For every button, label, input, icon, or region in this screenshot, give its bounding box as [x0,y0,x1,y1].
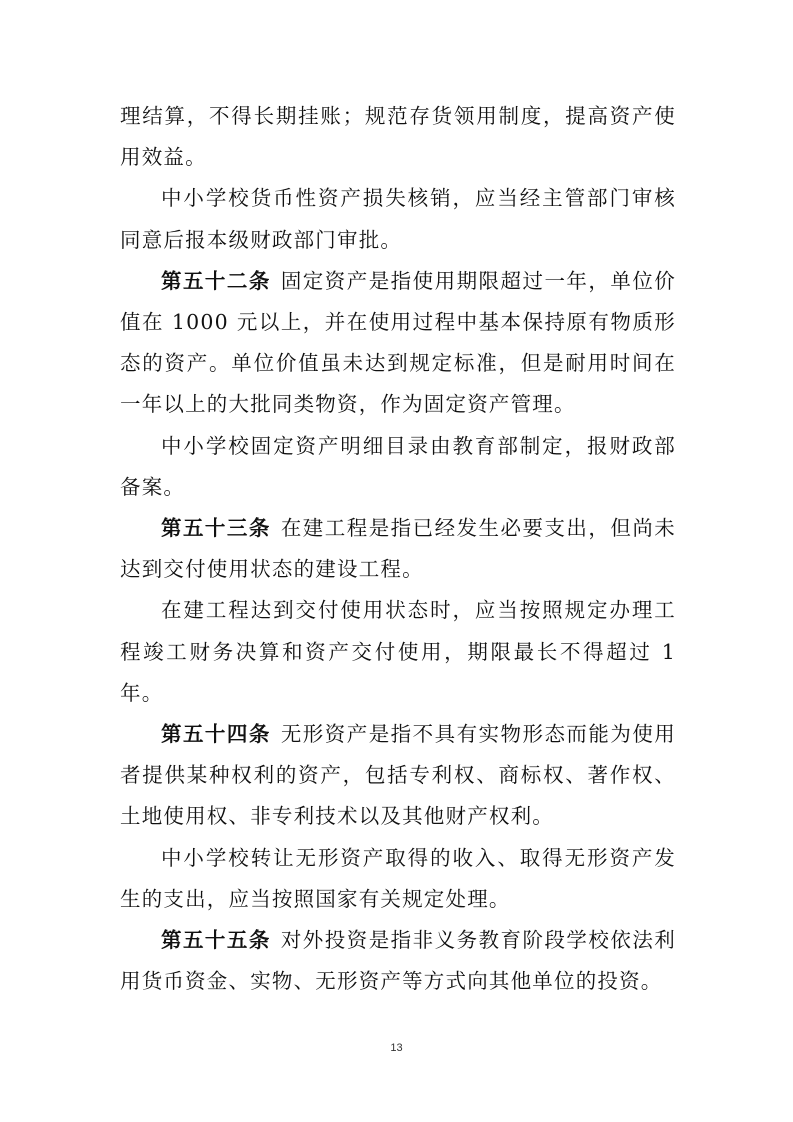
article-number: 第五十五条 [161,928,271,953]
article-53 [120,508,676,590]
paragraph [120,178,676,260]
article-52 [120,261,676,426]
article-55 [120,920,676,1002]
paragraph-text: 无形资产是指不具有实物形态而能为使用者提供某种权利的资产，包括专利权、商标权、著作权、土地使用权、非专利技术以及其他财产权利。 [120,722,676,829]
paragraph-text: 在建工程达到交付使用状态时，应当按照规定办理工程竣工财务决算和资产交付使用，期限最长不得超过 1 年。 [120,598,676,705]
page-number: 13 [390,1042,403,1054]
paragraph-text: 理结算，不得长期挂账；规范存货领用制度，提高资产使用效益。 [120,104,676,170]
paragraph-text: 中小学校固定资产明细目录由教育部制定，报财政部备案。 [120,433,676,499]
paragraph-text: 中小学校转让无形资产取得的收入、取得无形资产发生的支出，应当按照国家有关规定处理。 [120,845,676,911]
document-body [120,96,676,1002]
paragraph-continuation [120,96,676,178]
paragraph-text: 中小学校货币性资产损失核销，应当经主管部门审核同意后报本级财政部门审批。 [120,186,676,252]
article-number: 第五十二条 [161,268,271,293]
paragraph [120,426,676,508]
paragraph-text: 对外投资是指非义务教育阶段学校依法利用货币资金、实物、无形资产等方式向其他单位的投资。 [120,928,676,994]
paragraph-text: 固定资产是指使用期限超过一年，单位价值在 1000 元以上，并在使用过程中基本保持原有物质形态的资产。单位价值虽未达到规定标准，但是耐用时间在一年以上的大批同类物资，作为固定资产管理。 [120,268,676,417]
article-number: 第五十三条 [161,516,271,541]
paragraph [120,838,676,920]
article-54 [120,714,676,838]
article-number: 第五十四条 [161,722,271,747]
paragraph-text: 在建工程是指已经发生必要支出，但尚未达到交付使用状态的建设工程。 [120,516,676,582]
paragraph [120,590,676,714]
